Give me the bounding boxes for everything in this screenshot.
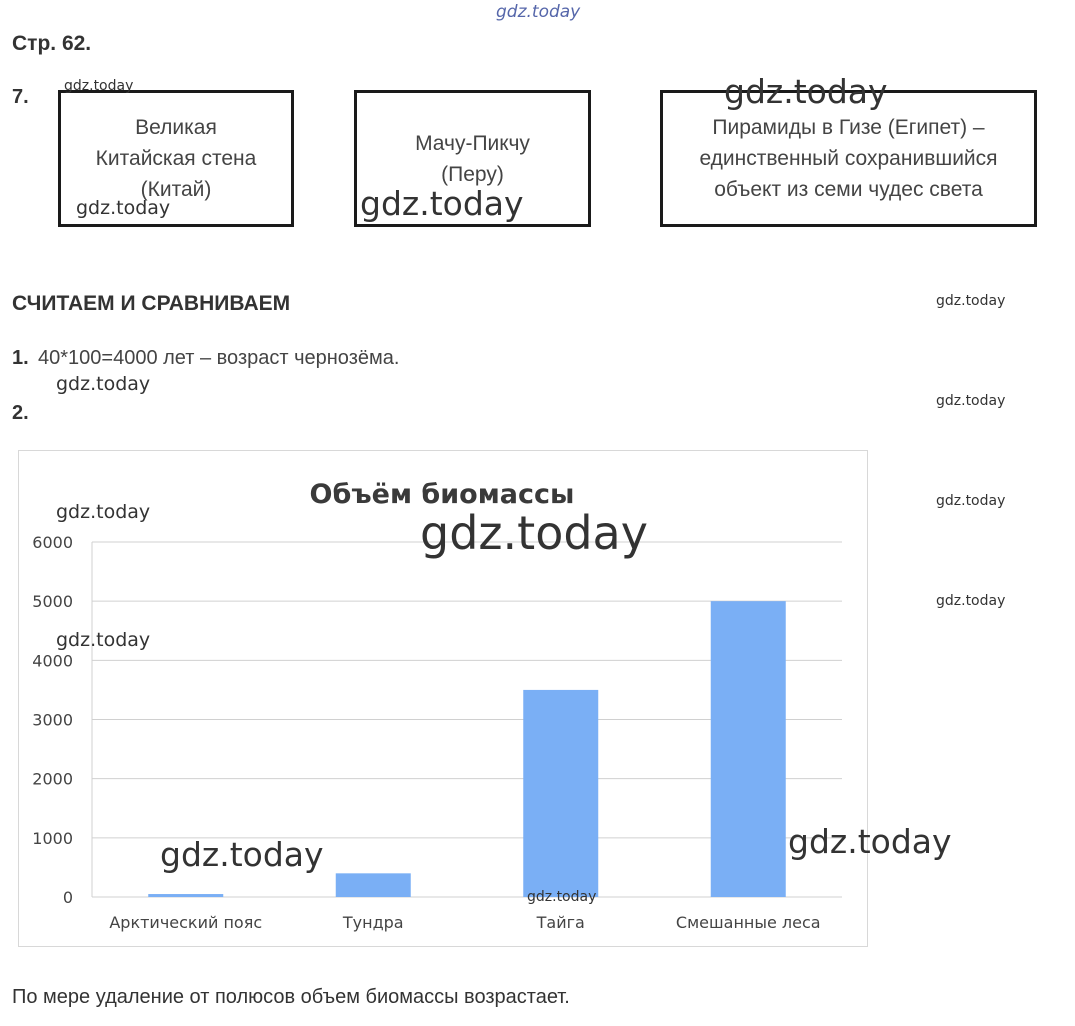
watermark: gdz.today xyxy=(936,593,1006,609)
x-tick-label: Тайга xyxy=(536,913,585,932)
watermark: gdz.today xyxy=(936,393,1006,409)
task-1-text: 40*100=4000 лет – возраст чернозёма. xyxy=(38,347,400,369)
answer-box-text: Пирамиды в Гизе (Египет) – единственный сохранившийся объект из семи чудес света xyxy=(699,116,998,201)
watermark: gdz.today xyxy=(420,506,648,560)
bar xyxy=(148,894,223,897)
watermark: gdz.today xyxy=(936,493,1006,509)
y-tick-label: 2000 xyxy=(32,769,73,789)
y-tick-label: 3000 xyxy=(32,710,73,730)
bar xyxy=(336,873,411,897)
watermark: gdz.today xyxy=(724,72,888,111)
watermark: gdz.today xyxy=(360,184,524,223)
y-tick-label: 0 xyxy=(62,888,73,907)
x-tick-label: Смешанные леса xyxy=(675,913,821,932)
task-7-number: 7. xyxy=(12,86,29,108)
watermark: gdz.today xyxy=(160,835,324,874)
section-title: СЧИТАЕМ И СРАВНИВАЕМ xyxy=(12,292,291,315)
watermark: gdz.today xyxy=(56,501,151,523)
watermark: gdz.today xyxy=(56,629,151,651)
watermark: gdz.today xyxy=(64,78,134,94)
y-tick-label: 5000 xyxy=(32,592,73,612)
watermark: gdz.today xyxy=(936,293,1006,309)
watermark: gdz.today xyxy=(527,889,597,905)
bar xyxy=(523,690,598,897)
watermark: gdz.today xyxy=(76,197,171,219)
answer-box-text: Мачу-Пикчу (Перу) xyxy=(415,131,530,186)
chart-title: Объём биомассы xyxy=(309,479,575,510)
page-label: Стр. 62. xyxy=(12,32,92,55)
y-tick-label: 6000 xyxy=(32,533,73,552)
y-tick-label: 4000 xyxy=(32,651,73,671)
task-1-number: 1. xyxy=(12,347,29,369)
x-tick-label: Арктический пояс xyxy=(109,913,263,932)
answer-box-text: Великая Китайская стена (Китай) xyxy=(95,116,257,201)
watermark: gdz.today xyxy=(788,822,952,861)
x-tick-label: Тундра xyxy=(342,913,404,932)
watermark-top: gdz.today xyxy=(496,2,581,22)
y-tick-label: 1000 xyxy=(32,828,73,848)
conclusion-text: По мере удаление от полюсов объем биомассы возрастает. xyxy=(12,986,570,1008)
bar xyxy=(711,601,786,897)
watermark: gdz.today xyxy=(56,373,151,395)
task-2-number: 2. xyxy=(12,402,29,424)
